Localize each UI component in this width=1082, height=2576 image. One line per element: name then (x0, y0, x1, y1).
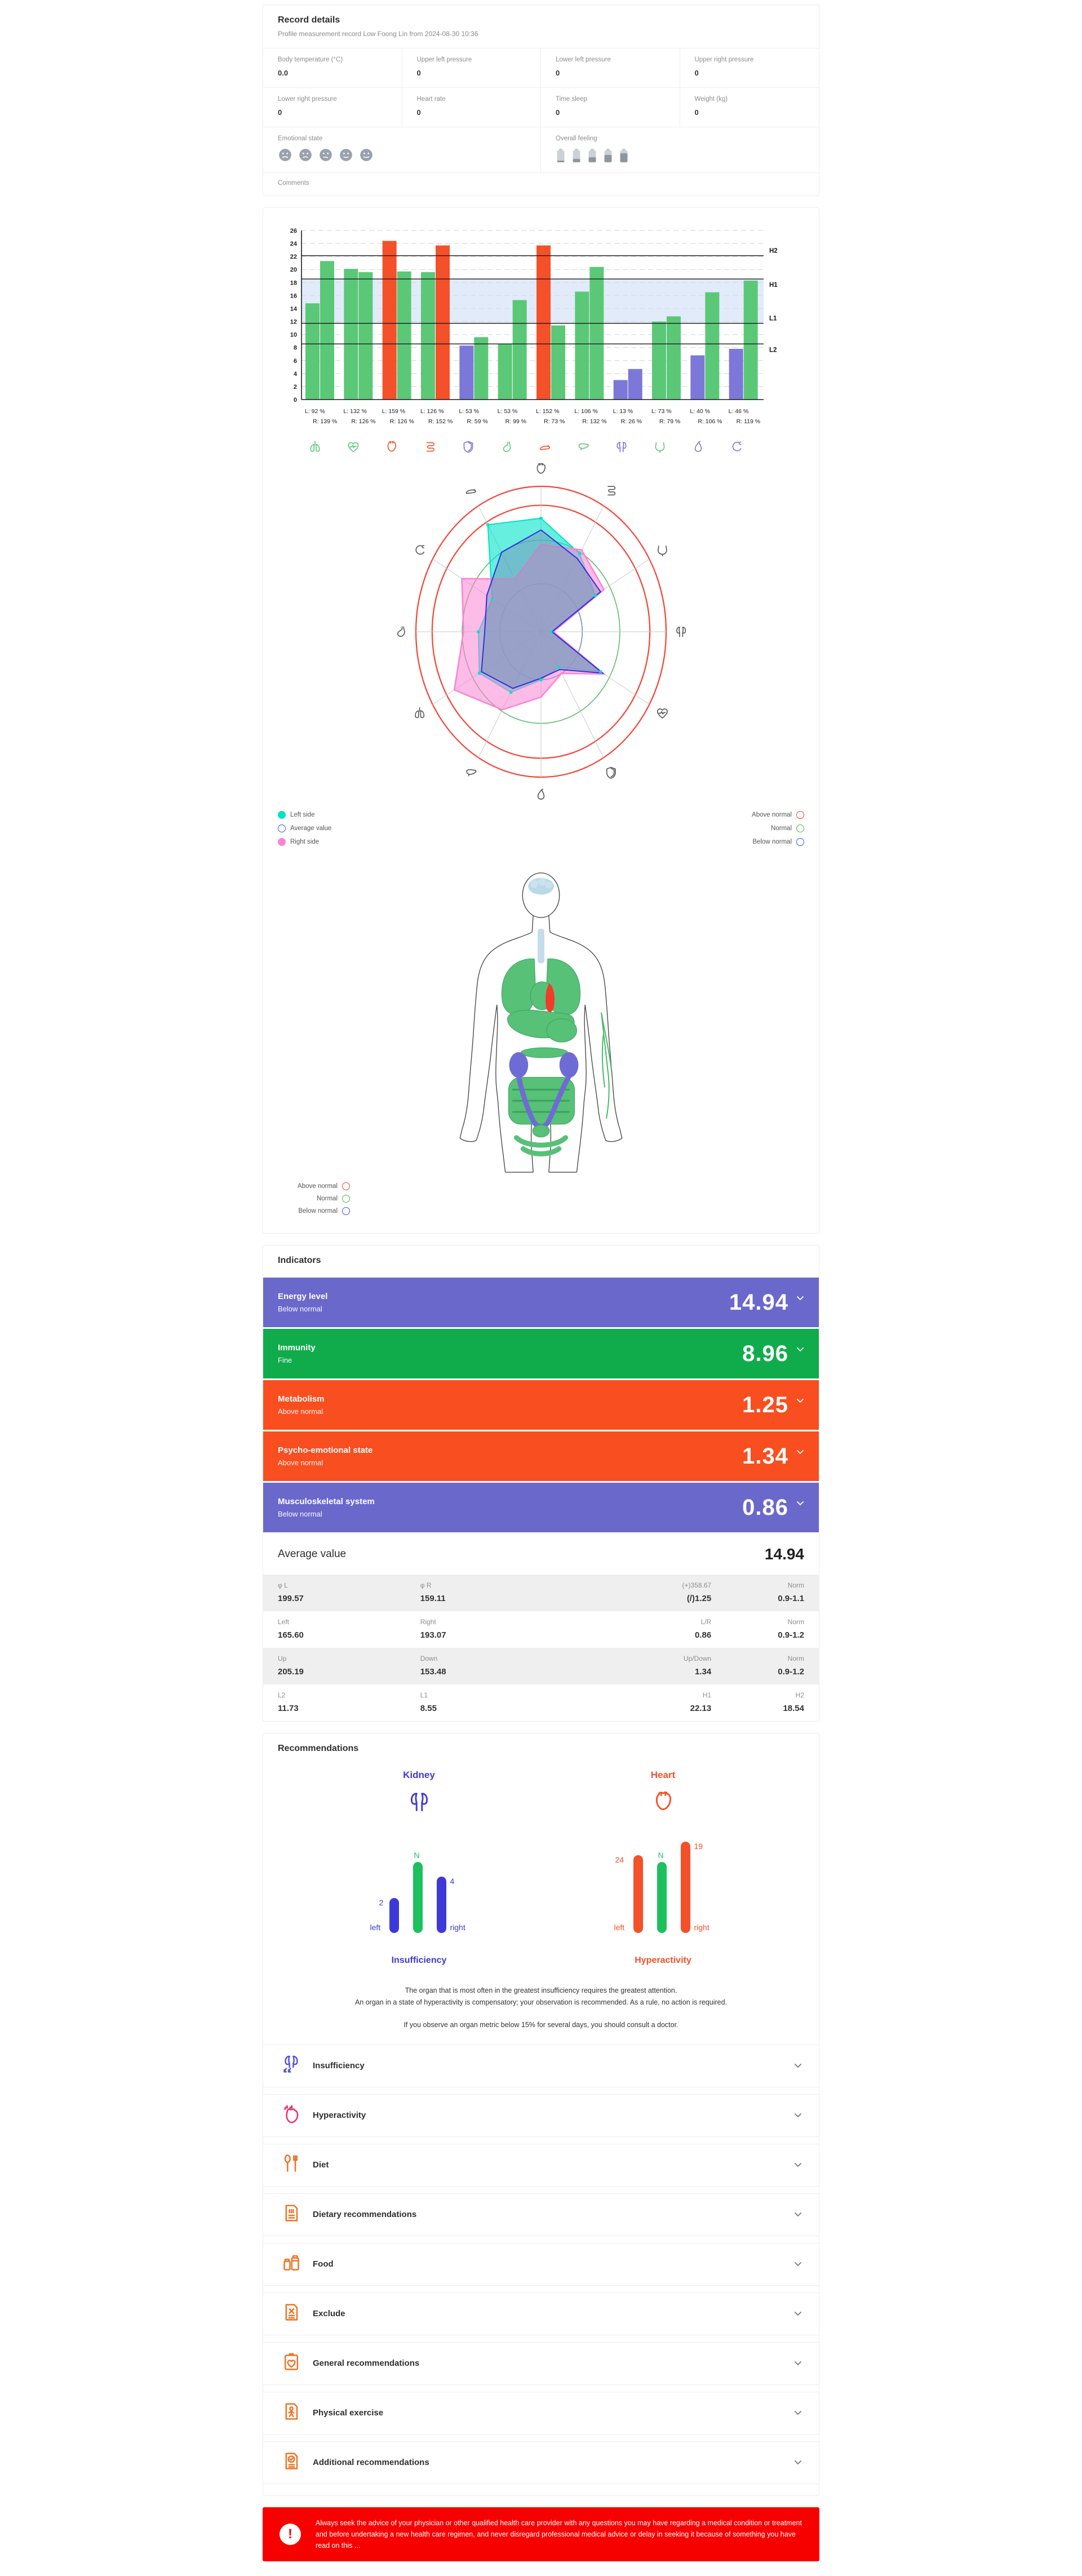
chevron-down-icon[interactable] (794, 2212, 802, 2217)
lungs-icon (415, 708, 424, 718)
chevron-down-icon[interactable] (794, 2063, 802, 2068)
section-label: Additional recommendations (313, 2458, 429, 2468)
organ-bar-chart (263, 208, 819, 440)
intestine-icon (608, 486, 615, 495)
chevron-down-icon[interactable] (796, 1501, 804, 1506)
svg-text:14: 14 (290, 305, 297, 313)
battery-level-5-icon[interactable] (619, 148, 629, 163)
legend-dot-icon (342, 1195, 350, 1203)
organ-state-caption: Insufficiency (391, 1956, 447, 1965)
pancreas-icon (538, 440, 552, 454)
record-field-label: Lower right pressure (278, 96, 337, 103)
trachea-organ (538, 929, 544, 963)
bar-left (575, 291, 589, 400)
pancreas-organ (521, 1048, 567, 1058)
record-field[interactable] (680, 88, 819, 127)
section-exclude[interactable] (263, 2293, 819, 2335)
chevron-down-icon[interactable] (796, 1449, 804, 1455)
section-label: General recommendations (313, 2358, 420, 2369)
svg-text:26: 26 (290, 228, 297, 234)
document-x-icon (280, 2301, 303, 2324)
medical-disclaimer-text: Always seek the advice of your physician or other qualified health care provider with any questions you may have regarding a medical condition or treatment and before undertaking a new health care regimen, and never disregard professional medical advice or delay in seeking it because of something you have read on this ... (316, 2519, 802, 2550)
record-field-label: Upper left pressure (416, 56, 472, 63)
legend-dot-icon (278, 811, 286, 819)
bar-left (498, 344, 512, 400)
svg-text:20: 20 (290, 267, 297, 274)
shield-icon (607, 767, 615, 778)
record-details-subtitle: Profile measurement record Low Foong Lin from 2024-08-30 10:36 (278, 30, 478, 38)
svg-text:R: 99 %: R: 99 % (505, 418, 527, 425)
bar-left (421, 272, 435, 400)
record-field-value: 0 (416, 108, 421, 117)
kidneys-down-icon (280, 2053, 303, 2076)
section-label: Hyperactivity (313, 2111, 366, 2121)
indicator-bars (263, 1278, 819, 1532)
indicator-value: 1.34 (742, 1443, 788, 1469)
svg-text:R: 126 %: R: 126 % (351, 418, 376, 425)
bar-right (436, 246, 450, 400)
svg-text:L: 152 %: L: 152 % (536, 408, 560, 415)
legend-item: Below normal (278, 1207, 350, 1215)
bar-left (344, 269, 358, 400)
record-details-card (263, 5, 819, 196)
svg-text:8: 8 (293, 344, 297, 352)
legend-item: Average value (278, 824, 331, 832)
svg-text:L2: L2 (769, 347, 777, 354)
medical-disclaimer-banner (263, 2507, 819, 2561)
section-general-recommendations[interactable] (263, 2342, 819, 2385)
bar-left (383, 241, 397, 400)
svg-text:H1: H1 (769, 282, 778, 289)
legend-dot-icon (796, 811, 804, 819)
liver-icon (576, 440, 591, 454)
bar-left (614, 380, 628, 400)
record-field[interactable] (680, 48, 819, 88)
left-label: left (614, 1923, 625, 1932)
organ-recommendation-heart (579, 1770, 748, 1966)
emotion-face-4-icon[interactable] (339, 148, 353, 162)
metrics-table-row: L2 11.73 L1 8.55 H1 22.13 H2 18.54 (278, 1691, 804, 1713)
heart-icon (650, 1789, 676, 1815)
battery-level-3-icon[interactable] (587, 148, 597, 163)
svg-text:6: 6 (293, 357, 297, 365)
section-label: Dietary recommendations (313, 2210, 417, 2220)
chevron-down-icon[interactable] (794, 2162, 802, 2167)
svg-text:L: 53 %: L: 53 % (497, 408, 518, 415)
indicator-value: 8.96 (742, 1341, 788, 1366)
record-feelings-row (263, 127, 819, 172)
svg-text:R: 139 %: R: 139 % (313, 418, 338, 425)
svg-text:18: 18 (290, 280, 297, 287)
svg-text:L: 13 %: L: 13 % (613, 408, 633, 415)
bar-left (729, 349, 743, 400)
record-field[interactable] (541, 88, 680, 127)
pelvic-organs (516, 1138, 565, 1154)
legend-item: Above normal (278, 1182, 350, 1190)
emotion-face-5-icon[interactable] (359, 148, 374, 162)
chevron-down-icon[interactable] (794, 2113, 802, 2118)
bar-left (536, 246, 551, 400)
svg-text:L: 46 %: L: 46 % (728, 408, 749, 415)
indicator-status: Above normal (278, 1458, 323, 1467)
recommendation-notes: The organ that is most often in the greatest insufficiency requires the greatest attention. An organ in a state of hyperactivity is compensatory; your observation is recommended. As a rule, no action is required. If you observe an organ metric below 15% for several days, you should consult a doctor. (354, 1987, 728, 2029)
clipboard-heart-icon (280, 2351, 303, 2373)
svg-text:10: 10 (290, 331, 297, 339)
indicator-label: Immunity (278, 1343, 316, 1353)
indicator-status: Above normal (278, 1407, 323, 1416)
svg-text:R: 126 %: R: 126 % (389, 418, 414, 425)
indicator-row[interactable] (263, 1278, 819, 1327)
left-label: left (370, 1923, 381, 1932)
indicator-status: Fine (278, 1356, 292, 1364)
svg-text:4: 4 (293, 370, 297, 378)
legend-item: Normal (278, 1195, 350, 1203)
svg-text:L1: L1 (769, 315, 777, 322)
bar-right (513, 300, 527, 400)
report-page (263, 0, 819, 2561)
indicator-label: Energy level (278, 1292, 328, 1301)
record-field-label: Lower left pressure (556, 56, 611, 63)
human-body-diagram (423, 866, 659, 1179)
document-check-icon (280, 2450, 303, 2472)
right-bar-value: 19 (694, 1842, 703, 1851)
bar-right (474, 337, 488, 400)
section-additional-recommendations[interactable] (263, 2441, 819, 2484)
indicator-value: 14.94 (729, 1289, 788, 1315)
chevron-down-icon[interactable] (794, 2460, 802, 2465)
radar-legend-levels (752, 811, 804, 852)
bladder-icon (658, 546, 667, 556)
svg-text:R: 79 %: R: 79 % (659, 418, 681, 425)
indicator-row[interactable] (263, 1483, 819, 1532)
bladder-icon (653, 440, 667, 454)
arm-veins (601, 1013, 611, 1119)
legend-item: Below normal (752, 838, 804, 846)
indicator-value: 1.25 (742, 1392, 788, 1417)
section-dietary-recommendations[interactable] (263, 2193, 819, 2236)
record-field-label: Time sleep (556, 96, 587, 103)
chevron-down-icon[interactable] (794, 2410, 802, 2415)
bar-right (320, 261, 334, 400)
organ-name: Kidney (403, 1770, 435, 1780)
bar-right (705, 292, 719, 400)
record-field[interactable] (541, 48, 680, 88)
bar-right (358, 272, 373, 400)
right-label: right (450, 1923, 465, 1932)
left-bar-value: 24 (615, 1855, 624, 1864)
organ-radar-chart (263, 454, 819, 806)
svg-text:R: 132 %: R: 132 % (582, 418, 607, 425)
legend-dot-icon (342, 1207, 350, 1215)
comments-field[interactable] (263, 172, 819, 196)
organ-recommendation-kidney (335, 1770, 504, 1966)
body-map-legend (263, 1179, 819, 1233)
lungs-icon (308, 440, 322, 454)
overall-feeling-label: Overall feeling (556, 135, 597, 142)
legend-dot-icon (796, 838, 804, 846)
metrics-table-row: φ L 199.57 φ R 159.11 (+)358.67 (/)1.25 Norm 0.9-1.1 (263, 1575, 819, 1611)
heart-up-icon (280, 2103, 303, 2125)
legend-dot-icon (278, 824, 286, 832)
emotional-state-label: Emotional state (278, 135, 323, 142)
svg-text:12: 12 (290, 318, 297, 326)
battery-level-1-icon[interactable] (556, 148, 566, 163)
legend-item: Left side (278, 811, 331, 819)
battery-level-4-icon[interactable] (603, 148, 613, 163)
record-details-title: Record details (278, 15, 340, 25)
average-value-row (263, 1534, 819, 1575)
indicator-row[interactable] (263, 1329, 819, 1378)
gallbladder-icon (691, 440, 706, 454)
emotional-state-picker[interactable] (278, 148, 526, 162)
food-jars-icon (280, 2251, 303, 2274)
kidneys-icon (406, 1789, 432, 1815)
svg-text:R: 106 %: R: 106 % (698, 418, 722, 425)
bar-left (690, 356, 704, 400)
section-physical-exercise[interactable] (263, 2392, 819, 2435)
svg-text:22: 22 (290, 254, 297, 261)
bar-right (589, 267, 604, 400)
emotional-state-field (263, 127, 541, 172)
organ-recommendation-charts (263, 1764, 819, 1966)
bladder-organ (533, 1125, 549, 1137)
overall-feeling-field (541, 127, 819, 172)
bar-right (744, 281, 758, 400)
gallbladder-icon (538, 789, 544, 799)
section-food[interactable] (263, 2243, 819, 2286)
svg-text:H2: H2 (769, 247, 778, 255)
recommendation-sections (263, 2037, 819, 2495)
record-field-value: 0 (556, 108, 560, 117)
document-cutlery-icon (280, 2202, 303, 2224)
chevron-down-icon[interactable] (796, 1347, 804, 1352)
section-label: Food (313, 2259, 334, 2269)
record-field[interactable] (402, 48, 542, 88)
charts-card (263, 207, 819, 1234)
exclamation-icon: ! (280, 2524, 301, 2545)
legend-item: Above normal (752, 811, 804, 819)
recommendations-card (263, 1733, 819, 2496)
heart-pulse-icon (346, 440, 361, 454)
organ-state-caption: Hyperactivity (635, 1956, 691, 1965)
organ-icons-row (263, 440, 809, 454)
record-field-label: Weight (kg) (694, 96, 728, 103)
bar-left (652, 322, 666, 400)
svg-text:24: 24 (290, 241, 297, 248)
record-field-value: 0 (694, 69, 699, 77)
indicator-row[interactable] (263, 1431, 819, 1481)
legend-dot-icon (796, 824, 804, 832)
legend-dot-icon (342, 1182, 350, 1190)
svg-text:0: 0 (293, 397, 297, 404)
stomach-organ (547, 1019, 577, 1043)
bar-left (305, 303, 320, 400)
record-field-value: 0 (556, 69, 560, 77)
svg-text:16: 16 (290, 292, 297, 300)
indicator-label: Psycho-emotional state (278, 1446, 373, 1455)
chevron-down-icon[interactable] (794, 2311, 802, 2316)
body-organ-map (263, 866, 819, 1179)
chevron-down-icon[interactable] (796, 1296, 804, 1301)
heart-pulse-icon (658, 709, 667, 718)
intestine-icon (423, 440, 437, 454)
svg-text:R: 152 %: R: 152 % (428, 418, 453, 425)
document-person-icon (280, 2400, 303, 2423)
section-hyperactivity[interactable] (263, 2094, 819, 2137)
chevron-down-icon[interactable] (794, 2361, 802, 2366)
emotion-face-1-icon[interactable] (278, 148, 292, 162)
battery-level-2-icon[interactable] (571, 148, 582, 163)
svg-text:L: 159 %: L: 159 % (382, 408, 406, 415)
section-label: Insufficiency (313, 2061, 365, 2071)
overall-feeling-picker[interactable] (556, 148, 804, 163)
liver-icon (467, 770, 476, 776)
heart-icon (537, 464, 545, 473)
emotion-face-2-icon[interactable] (298, 148, 313, 162)
indicator-label: Musculoskeletal system (278, 1497, 375, 1506)
record-field[interactable] (263, 88, 402, 127)
record-field[interactable] (263, 48, 402, 88)
bar-right (628, 369, 642, 400)
chevron-down-icon[interactable] (796, 1398, 804, 1403)
shield-icon (461, 440, 476, 454)
average-value: 14.94 (764, 1545, 804, 1563)
heart-icon (384, 440, 399, 454)
indicator-value: 0.86 (742, 1495, 788, 1520)
n-label: N (414, 1851, 420, 1860)
svg-text:L: 106 %: L: 106 % (574, 408, 598, 415)
chevron-down-icon[interactable] (794, 2262, 802, 2267)
svg-text:L: 40 %: L: 40 % (690, 408, 710, 415)
kidneys-icon (677, 627, 685, 637)
svg-text:2: 2 (293, 383, 297, 391)
average-value-label: Average value (278, 1548, 347, 1560)
right-bar-value: 4 (450, 1877, 455, 1886)
record-field[interactable] (402, 88, 542, 127)
record-field-label: Heart rate (416, 96, 446, 103)
record-field-label: Body temperature (°C) (278, 56, 343, 63)
svg-text:L: 73 %: L: 73 % (651, 408, 672, 415)
right-label: right (694, 1923, 709, 1932)
section-insufficiency[interactable] (263, 2045, 819, 2087)
svg-text:R: 73 %: R: 73 % (544, 418, 565, 425)
indicator-status: Below normal (278, 1305, 322, 1313)
n-label: N (658, 1851, 664, 1860)
bar-left (459, 345, 473, 400)
bar-right (667, 316, 681, 400)
svg-text:L: 132 %: L: 132 % (343, 408, 367, 415)
brain-organ (528, 878, 554, 895)
indicator-label: Metabolism (278, 1394, 325, 1404)
radar-legend (263, 806, 819, 866)
record-field-value: 0 (416, 69, 421, 77)
record-fields-grid (263, 48, 819, 127)
cutlery-icon (280, 2152, 303, 2175)
pancreas-icon (467, 490, 476, 494)
stomach-icon (499, 440, 514, 454)
kidneys-icon (614, 440, 629, 454)
indicators-title: Indicators (278, 1256, 321, 1265)
legend-dot-icon (278, 838, 286, 846)
organ-name: Heart (650, 1770, 676, 1780)
legend-item: Normal (752, 824, 804, 832)
svg-text:R: 119 %: R: 119 % (736, 418, 761, 425)
section-label: Physical exercise (313, 2408, 384, 2418)
record-field-value: 0 (278, 108, 282, 117)
metrics-table-row: Left 165.60 Right 193.07 L/R 0.86 Norm 0.9-1.2 (278, 1618, 804, 1640)
bar-right (551, 325, 565, 400)
svg-text:L: 126 %: L: 126 % (420, 408, 444, 415)
colon-icon (416, 546, 424, 555)
stomach-icon (398, 627, 405, 636)
comments-label: Comments (278, 180, 309, 187)
legend-item: Right side (278, 838, 331, 846)
bar-right (397, 272, 411, 400)
section-diet[interactable] (263, 2144, 819, 2187)
svg-text:R: 26 %: R: 26 % (620, 418, 642, 425)
svg-text:R: 59 %: R: 59 % (467, 418, 488, 425)
record-field-label: Upper right pressure (694, 56, 754, 63)
section-label: Diet (313, 2160, 329, 2170)
indicators-card (263, 1245, 819, 1722)
svg-text:L: 53 %: L: 53 % (459, 408, 479, 415)
colon-icon (729, 440, 744, 454)
metrics-table (263, 1575, 819, 1721)
radar-legend-sides (278, 811, 331, 852)
record-field-value: 0.0 (278, 69, 289, 77)
indicator-status: Below normal (278, 1510, 322, 1518)
indicator-row[interactable] (263, 1380, 819, 1430)
record-field-value: 0 (694, 108, 699, 117)
svg-text:L: 92 %: L: 92 % (305, 408, 325, 415)
emotion-face-3-icon[interactable] (318, 148, 333, 162)
section-label: Exclude (313, 2309, 345, 2319)
left-bar-value: 2 (379, 1898, 384, 1907)
metrics-table-row: Up 205.19 Down 153.48 Up/Down 1.34 Norm 0.9-1.2 (263, 1648, 819, 1684)
recommendations-title: Recommendations (278, 1744, 359, 1753)
